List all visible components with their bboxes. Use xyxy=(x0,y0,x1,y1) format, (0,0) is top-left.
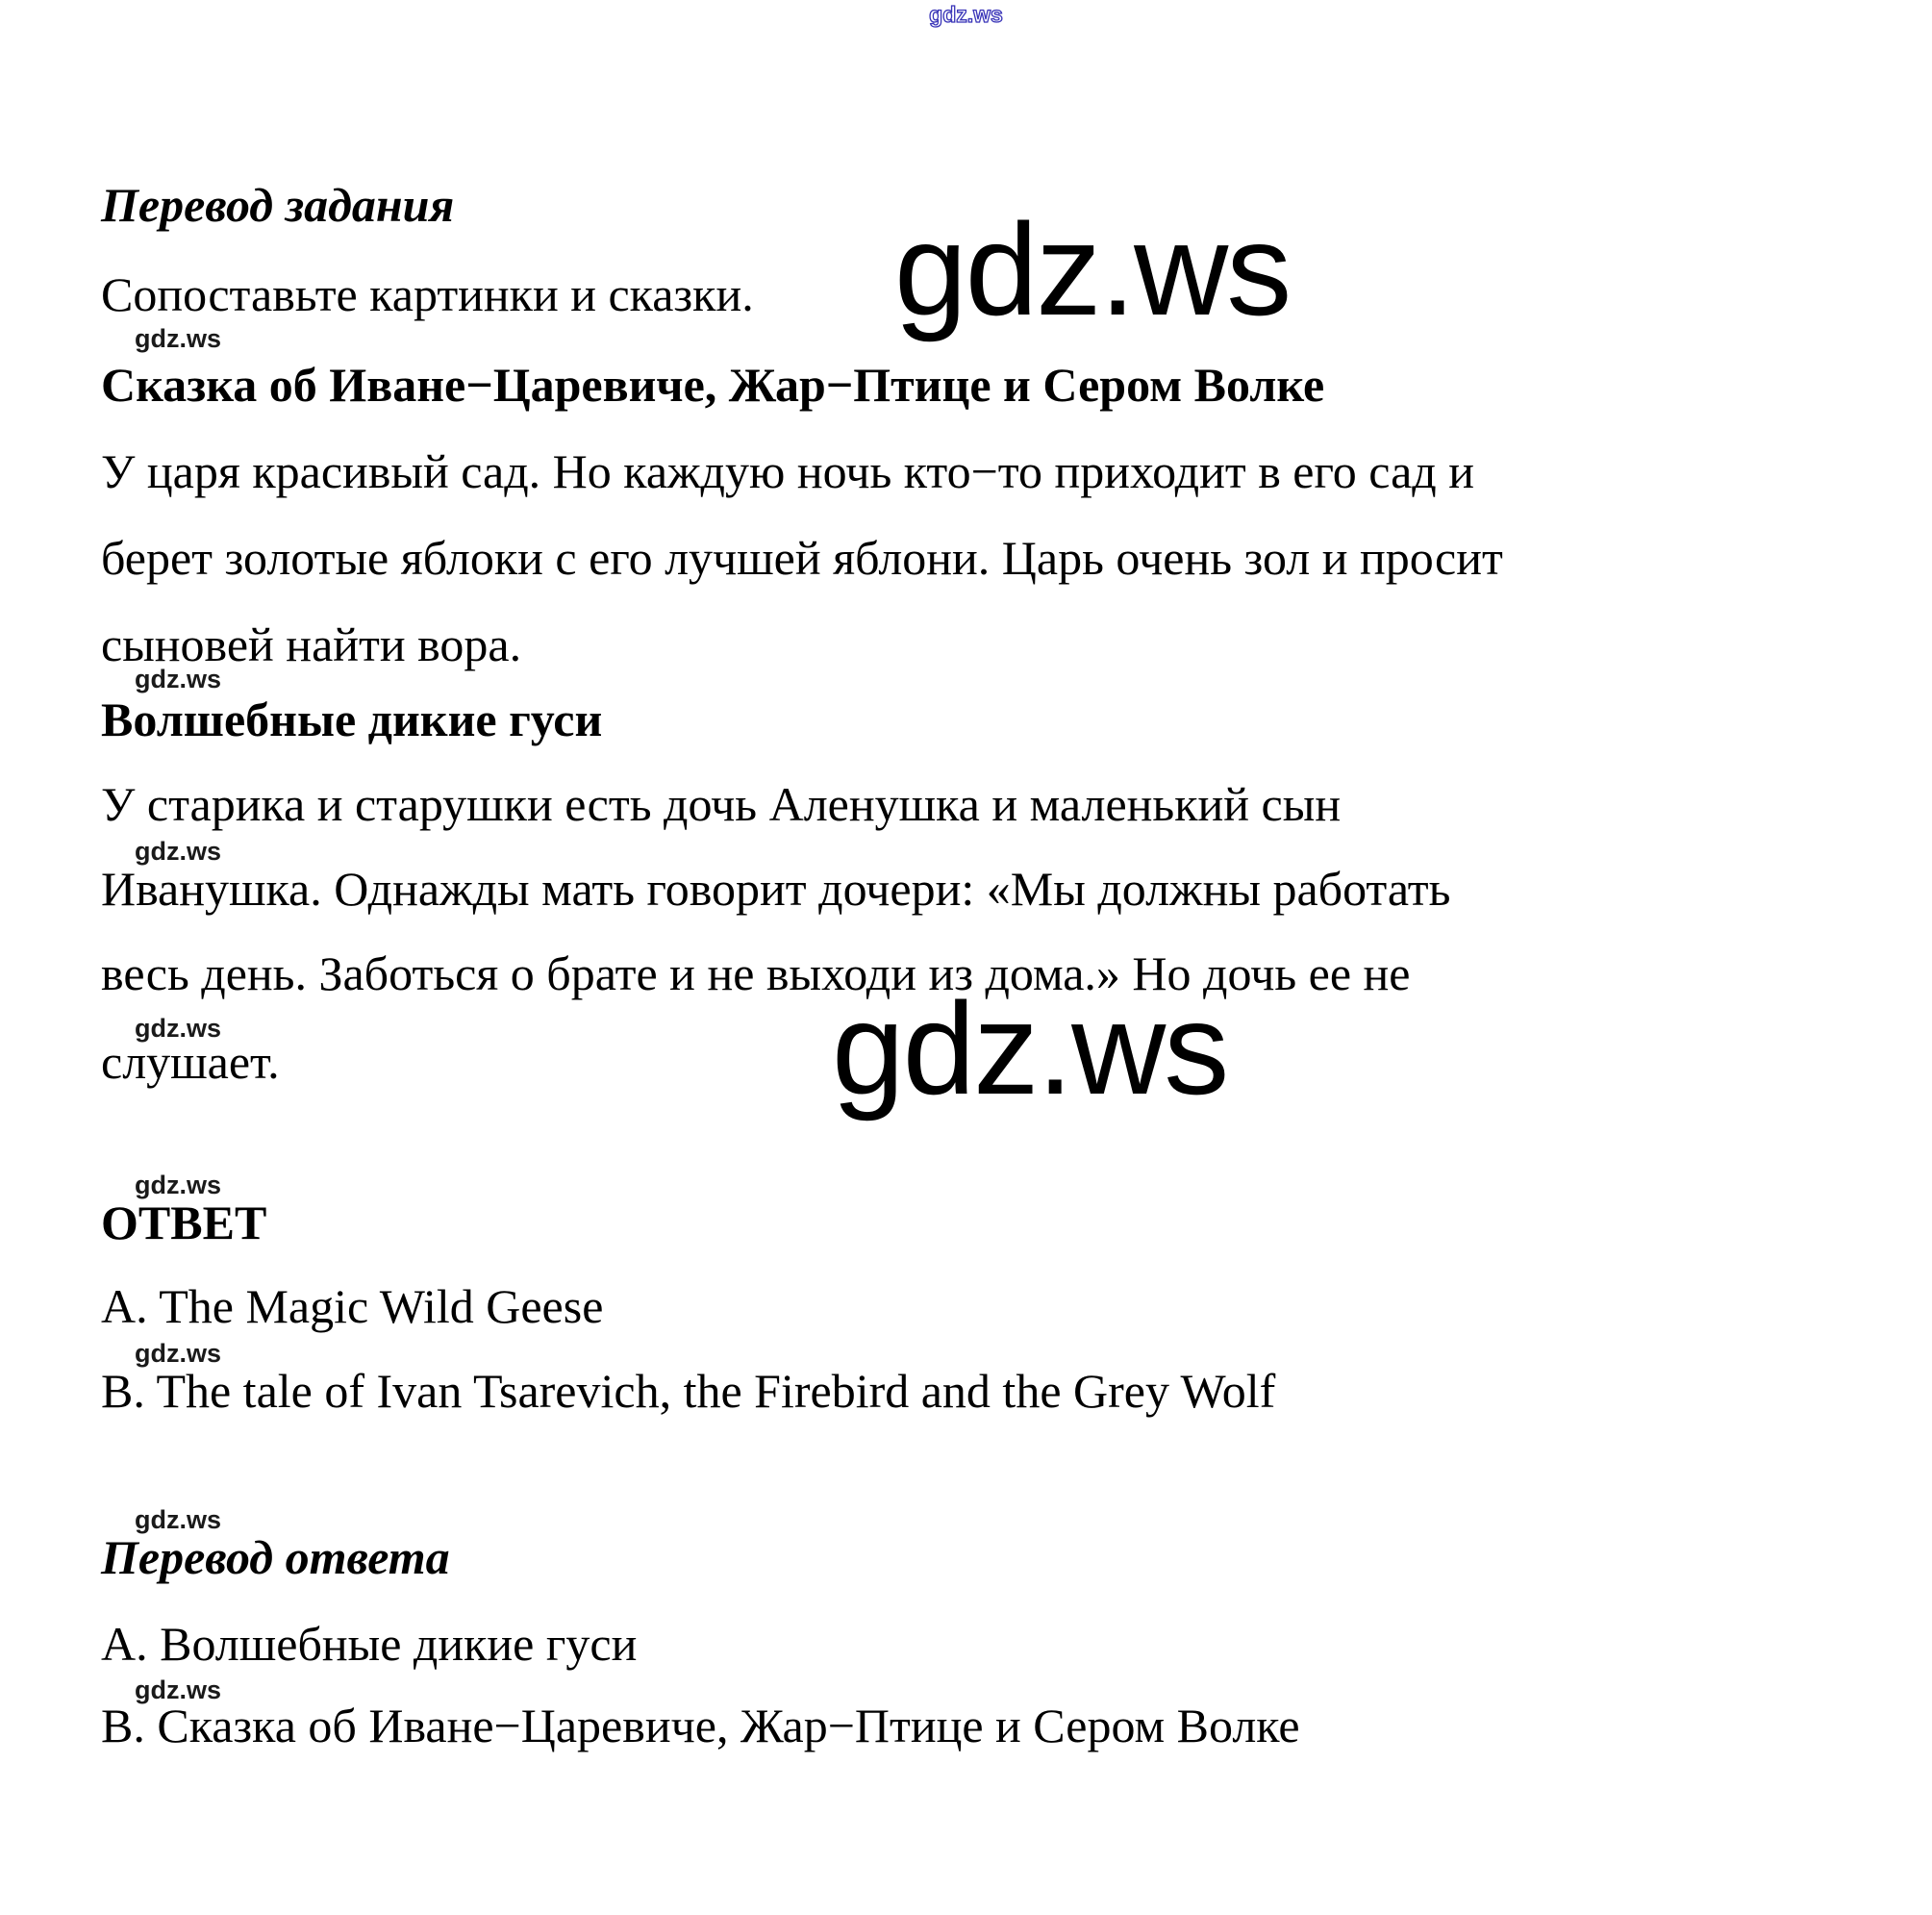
tale1-line-1: У царя красивый сад. Но каждую ночь кто−то приходит в его сад и xyxy=(101,444,1474,498)
gdz-watermark-small-5: gdz.ws xyxy=(135,1171,222,1199)
task-translation-heading: Перевод задания xyxy=(101,178,455,232)
gdz-watermark-small-6: gdz.ws xyxy=(135,1339,222,1368)
answer-heading: ОТВЕТ xyxy=(101,1196,267,1249)
gdz-watermark-small-4: gdz.ws xyxy=(135,1014,222,1043)
answer-translation-item-a: A. Волшебные дикие гуси xyxy=(101,1617,638,1671)
tale2-line-3: весь день. Заботься о брате и не выходи из дома.» Но дочь ее не xyxy=(101,946,1411,1000)
tale2-line-2: Иванушка. Однажды мать говорит дочери: «Мы должны работать xyxy=(101,862,1451,916)
tale2-title: Волшебные дикие гуси xyxy=(101,693,603,746)
gdz-watermark-large-1: gdz.ws xyxy=(894,196,1291,342)
gdz-watermark-small-7: gdz.ws xyxy=(135,1505,222,1534)
tale1-line-3: сыновей найти вора. xyxy=(101,617,522,671)
answer-item-a: A. The Magic Wild Geese xyxy=(101,1279,604,1333)
answer-translation-item-b: B. Сказка об Иване−Царевиче, Жар−Птице и Сером Волке xyxy=(101,1699,1300,1752)
gdz-watermark-small-3: gdz.ws xyxy=(135,837,222,866)
gdz-watermark-large-2: gdz.ws xyxy=(832,975,1228,1121)
gdz-watermark-small-2: gdz.ws xyxy=(135,665,222,693)
task-intro-line: Сопоставьте картинки и сказки. xyxy=(101,267,754,321)
answer-translation-heading: Перевод ответа xyxy=(101,1530,450,1584)
gdz-watermark-small-1: gdz.ws xyxy=(135,324,222,353)
tale1-title: Сказка об Иване−Царевиче, Жар−Птице и Сером Волке xyxy=(101,358,1325,412)
gdz-watermark-small-8: gdz.ws xyxy=(135,1676,222,1704)
tale2-line-4: слушает. xyxy=(101,1035,280,1089)
gdz-watermark-top: gdz.ws xyxy=(929,2,1003,27)
answer-item-b: B. The tale of Ivan Tsarevich, the Firebird and the Grey Wolf xyxy=(101,1364,1276,1418)
tale1-line-2: берет золотые яблоки с его лучшей яблони. Царь очень зол и просит xyxy=(101,531,1503,585)
tale2-line-1: У старика и старушки есть дочь Аленушка и маленький сын xyxy=(101,777,1342,831)
